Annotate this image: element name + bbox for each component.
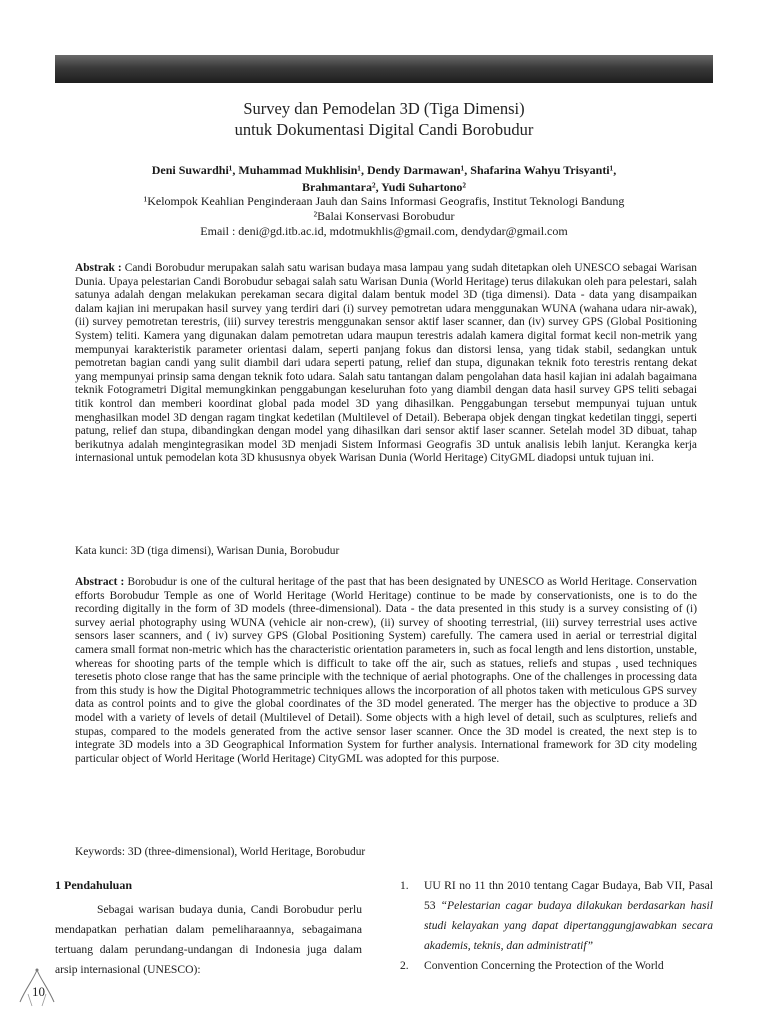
list-item-number: 1. (400, 879, 409, 892)
list-item (400, 956, 713, 976)
list-item-text: Convention Concerning the Protection of the World (424, 959, 664, 972)
author-list (55, 162, 713, 196)
regulation-list (400, 876, 713, 976)
paper-title (55, 98, 713, 140)
page-number: 10 (32, 984, 45, 999)
kata-kunci: Kata kunci: 3D (tiga dimensi), Warisan Dunia, Borobudur (75, 545, 340, 557)
list-item-number: 2. (400, 959, 409, 972)
list-item-text: UU RI no 11 thn 2010 tentang Cagar Budaya, Bab VII, Pasal 53 (424, 879, 713, 912)
affiliation-1: ¹Kelompok Keahlian Penginderaan Jauh dan Sains Informasi Geografis, Institut Teknologi Bandung (143, 194, 625, 208)
authors-line-1: Deni Suwardhi¹, Muhammad Mukhlisin¹, Dendy Darmawan¹, Shafarina Wahyu Trisyanti¹, (151, 163, 617, 177)
list-item (400, 876, 713, 956)
abstract-en-paragraph (75, 576, 697, 766)
abstract-en-text: Borobudur is one of the cultural heritage of the past that has been designated by UNESCO as World Heritage. Conservation efforts Borobudur Temple as one of World Heritage (World Heritage) continue to be made by conservationists, one is to do the recording digitally in the form of 3D models (three-dimensional). Data - the data presented in this study is a survey consisting of (i) survey aerial photography using WUNA (vehicle air non-crew), (ii) survey of shooting terrestrial, (iii) survey terrestrial uses active sensors laser scanners, and ( iv) survey GPS (Global Positioning System) carefully. The camera used in aerial or terrestrial digital camera small format non-metric which has the characteristic orientation parameters in, such as focal length and lens distortion, unstable, whereas for shooting parts of the temple which is difficult to take off the air, such as statues, reliefs and stupas , used techniques teresetis photo close range that has the same principle with the technique of aerial photographs. One of the challenges in processing data from this study is how the Digital Photogrammetric techniques allows the incorporation of all photos taken with meticulous GPS survey data as control points and to give the global coordinates of the 3D model generated. The merger has the objective to produce a 3D model with a variety of levels of detail (Multilevel of Detail). Some objects with a high level of detail, such as sculptures, reliefs and stupas, compared to the models generated from the active sensor laser scanner. Once the 3D model is created, the next step is to integrate 3D models into a 3D Geographical Information System for further analysis. International framework for 3D city modeling particular object of World Heritage (World Heritage) CityGML was adopted for this purpose. (75, 576, 697, 765)
author-emails: Email : deni@gd.itb.ac.id, mdotmukhlis@gmail.com, dendydar@gmail.com (200, 224, 568, 238)
list-item-quote: “Pelestarian cagar budaya dilakukan berdasarkan hasil studi kelayakan yang dapat dipertanggungjawabkan secara akademis, teknis, dan administratif” (424, 899, 713, 952)
title-line-2: untuk Dokumentasi Digital Candi Borobudur (234, 120, 534, 139)
intro-paragraph: Sebagai warisan budaya dunia, Candi Borobudur perlu mendapatkan perhatian dalam pemeliharaannya, sebagaimana tertuang dalam perundang-undangan di Indonesia juga dalam arsip internasional (UNESCO): (55, 903, 362, 976)
abstrak-label: Abstrak : (75, 262, 122, 274)
abstract-en-label: Abstract : (75, 576, 125, 588)
affiliation-2: ²Balai Konservasi Borobudur (313, 209, 455, 223)
header-bar (55, 55, 713, 83)
authors-line-2: Brahmantara², Yudi Suhartono² (301, 180, 466, 194)
affiliations (55, 194, 713, 239)
abstrak-text: Candi Borobudur merupakan salah satu warisan budaya masa lampau yang sudah ditetapkan oleh UNESCO sebagai Warisan Dunia. Upaya pelestarian Candi Borobudur sebagai salah satu Warisan Dunia (World Heritage) terus dilakukan oleh para pelestari, salah satunya adalah dengan melakukan perekaman secara digital dalam bentuk model 3D (tiga dimensi). Data - data yang disampaikan dalam kajian ini merupakan hasil survey yang terdiri dari (i) survey pemotretan udara menggunakan WUNA (wahana udara nir-awak), (ii) survey pemotretan terestris, (iii) survey terestris menggunakan sensor aktif laser scanner, dan (iv) survey GPS (Global Positioning System) teliti. Kamera yang digunakan dalam pemotretan udara maupun terestris adalah kamera digital format kecil non-metrik yang mempunyai karakteristik parameter orientasi dalam, seperti panjang fokus dan distorsi lensa, yang tidak stabil, sedangkan untuk pemotretan bagian candi yang sulit diambil dari udara seperti patung, relief dan stupa, digunakan teknik foto terestris rentang dekat yang mempunyai prinsip sama dengan teknik foto udara. Salah satu tantangan dalam pengolahan data hasil kajian ini adalah bagaimana teknik Fotogrametri Digital memungkinkan penggabungan keseluruhan foto yang diambil dengan data hasil survey GPS teliti sebagai titik kontrol dan memberi koordinat global pada model 3D yang dihasilkan. Penggabungan tersebut mempunyai tujuan untuk menghasilkan model 3D dengan ragam tingkat kedetilan (Multilevel of Detail). Beberapa objek dengan tingkat kedetilan tinggi, seperti patung, relief dan stupa, dibandingkan dengan model yang dihasilkan dari sensor aktif laser scanner. Setelah model 3D dibuat, tahap berikutnya adalah mengintegrasikan model 3D menjadi Sistem Informasi Geografis 3D untuk analisis lebih lanjut. Kerangka kerja internasional untuk pemodelan kota 3D khususnya obyek Warisan Dunia (World Heritage) CityGML diadopsi untuk tujuan ini. (75, 262, 698, 465)
title-line-1: Survey dan Pemodelan 3D (Tiga Dimensi) (243, 99, 525, 118)
keywords: Keywords: 3D (three-dimensional), World Heritage, Borobudur (75, 846, 366, 858)
abstrak-paragraph (75, 262, 697, 466)
section-heading: 1 Pendahuluan (55, 878, 133, 892)
